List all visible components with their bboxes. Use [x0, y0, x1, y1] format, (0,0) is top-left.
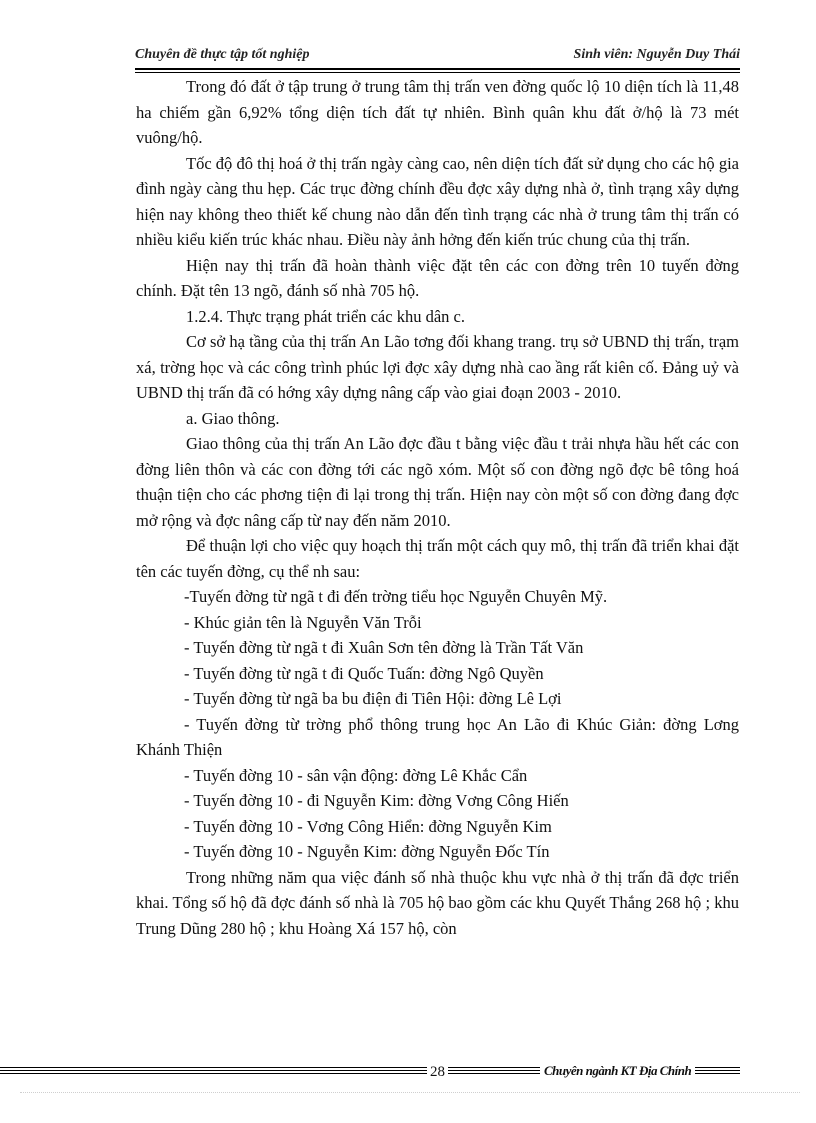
- list-item: - Tuyến đờng từ ngã t đi Xuân Sơn tên đờng là Trần Tất Văn: [184, 638, 584, 657]
- list-item: - Tuyến đờng 10 - Nguyễn Kim: đờng Nguyễn Đốc Tín: [184, 842, 550, 861]
- list-item: -Tuyến đờng từ ngã t đi đến trờng tiểu học Nguyễn Chuyên Mỹ.: [184, 587, 608, 606]
- dotted-divider: [20, 1092, 800, 1094]
- footer-right: Chuyên ngành KT Địa Chính: [540, 1063, 695, 1079]
- subheading-giao-thong: a. Giao thông.: [186, 408, 280, 428]
- page-header: [135, 44, 740, 66]
- list-item: - Tuyến đờng từ trờng phổ thông trung học An Lão đi Khúc Giản: đờng Lơng Khánh Thiện: [136, 714, 739, 759]
- paragraph-do-thi-hoa: Tốc độ đô thị hoá ở thị trấn ngày càng cao, nên diện tích đất sử dụng cho các hộ gia đình ngày càng thu hẹp. Các trục đờng chính đều đợc xây dựng nhà ở, tình trạng xây dựng hiện nay không theo thiết kế chung nào dẫn đến tình trạng các nhà ở trung tâm thị trấn có nhiều kiểu kiến trúc khác nhau. Điều này ảnh hởng đến kiến trúc chung của thị trấn.: [136, 153, 739, 249]
- header-rule-thick: [135, 68, 740, 70]
- paragraph-giao-thong: Giao thông của thị trấn An Lão đợc đầu t bằng việc đầu t trải nhựa hầu hết các con đờng liên thôn và các con đờng tới các ngõ xóm. Một số con đờng ngõ đợc bê tông hoá thuận tiện cho các phơng tiện đi lại trong thị trấn. Hiện nay còn một số con đờng đang đợc mở rộng và đợc nâng cấp từ nay đến năm 2010.: [136, 434, 739, 530]
- list-item: - Khúc giản tên là Nguyễn Văn Trỗi: [184, 612, 422, 632]
- section-heading-khu-dan-cu: 1.2.4. Thực trạng phát triển các khu dân c.: [186, 306, 465, 326]
- list-item: - Tuyến đờng 10 - Vơng Công Hiển: đờng Nguyễn Kim: [184, 816, 552, 836]
- paragraph-quy-hoach: Để thuận lợi cho việc quy hoạch thị trấn một cách quy mô, thị trấn đã triển khai đặt tên các tuyến đờng, cụ thể nh sau:: [136, 536, 739, 581]
- header-rule-thin: [135, 72, 740, 73]
- list-item: - Tuyến đờng 10 - sân vận động: đờng Lê Khắc Cẩn: [184, 765, 528, 785]
- header-left: Chuyên đề thực tập tốt nghiệp: [135, 47, 310, 62]
- paragraph-dat-o: Trong đó đất ở tập trung ở trung tâm thị trấn ven đờng quốc lộ 10 diện tích là 11,48 ha chiếm gần 6,92% tổng diện tích đất tự nhiên. Bình quân khu đất ở/hộ là 73 mét vuông/hộ.: [136, 77, 739, 147]
- header-right: Sinh viên: Nguyễn Duy Thái: [573, 47, 740, 62]
- list-item: - Tuyến đờng 10 - đi Nguyễn Kim: đờng Vơng Công Hiến: [184, 791, 569, 810]
- paragraph-dat-ten: Hiện nay thị trấn đã hoàn thành việc đặt tên các con đờng trên 10 tuyến đờng chính. Đặt tên 13 ngõ, đánh số nhà 705 hộ.: [136, 255, 739, 300]
- page-number: 28: [427, 1064, 448, 1081]
- document-body: [136, 74, 739, 941]
- paragraph-danh-so-nha: Trong những năm qua việc đánh số nhà thuộc khu vực nhà ở thị trấn đã đợc triển khai. Tổng số hộ đã đợc đánh số nhà là 705 hộ bao gồm các khu Quyết Thắng 268 hộ ; khu Trung Dũng 280 hộ ; khu Hoàng Xá 157 hộ, còn: [136, 867, 739, 938]
- list-item: - Tuyến đờng từ ngã ba bu điện đi Tiên Hội: đờng Lê Lợi: [184, 689, 562, 708]
- list-item: - Tuyến đờng từ ngã t đi Quốc Tuấn: đờng Ngô Quyền: [184, 663, 544, 683]
- paragraph-co-so-ha-tang: Cơ sở hạ tầng của thị trấn An Lão tơng đối khang trang. trụ sở UBND thị trấn, trạm xá, trờng học và các công trình phúc lợi đợc xây dựng nhà cao ầng rất kiên cố. Đảng uỷ và UBND thị trấn đã có hớng xây dựng nâng cấp vào giai đoạn 2003 - 2010.: [136, 332, 739, 402]
